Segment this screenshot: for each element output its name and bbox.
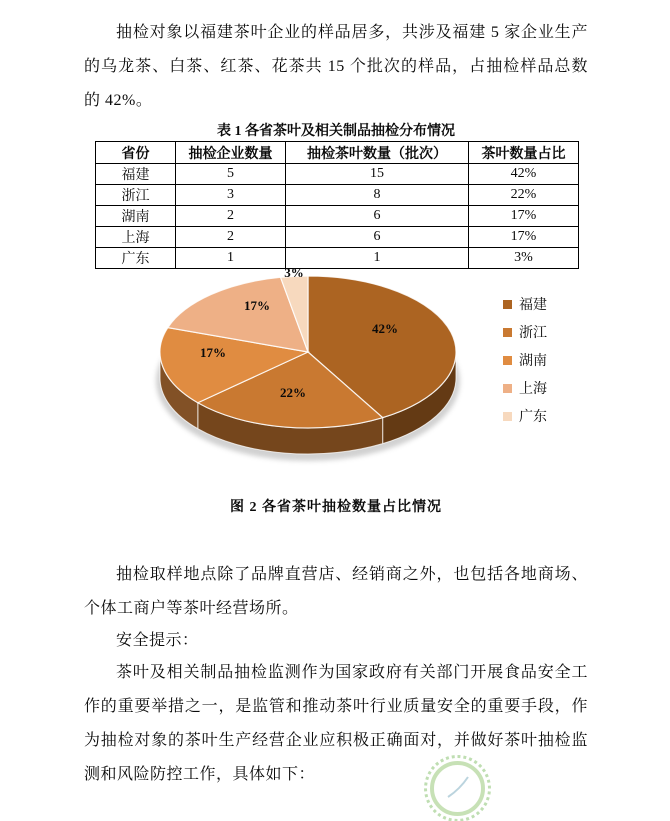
table-header-row <box>96 142 579 164</box>
table-cell: 15 <box>286 164 469 185</box>
table-cell: 湖南 <box>96 206 176 227</box>
legend-label: 广东 <box>519 410 547 425</box>
table-cell: 2 <box>176 206 286 227</box>
table-title: 表 1 各省茶叶及相关制品抽检分布情况 <box>217 124 455 139</box>
legend-label: 浙江 <box>519 326 547 341</box>
table-cell: 上海 <box>96 227 176 248</box>
table-cell: 6 <box>286 227 469 248</box>
paragraph-safety-tip-heading: 安全提示： <box>116 632 199 649</box>
legend-item <box>503 346 547 374</box>
table-cell: 17% <box>469 227 579 248</box>
table-cell: 2 <box>176 227 286 248</box>
legend-label: 上海 <box>519 382 547 397</box>
table-cell: 17% <box>469 206 579 227</box>
paragraph-intro: 抽检对象以福建茶叶企业的样品居多，共涉及福建 5 家企业生产的乌龙茶、白茶、红茶、花茶共 15 个批次的样品，占抽检样品总数的 42%。 <box>84 24 588 109</box>
table-header-cell: 省份 <box>96 142 176 164</box>
table-header-cell: 抽检企业数量 <box>176 142 286 164</box>
legend-item <box>503 374 547 402</box>
legend-label: 福建 <box>519 298 547 313</box>
legend-marker-icon <box>503 384 512 393</box>
table-cell: 1 <box>176 248 286 269</box>
pie-chart-3d <box>150 255 490 490</box>
legend-label: 湖南 <box>519 354 547 369</box>
table-cell: 5 <box>176 164 286 185</box>
pie-data-label: 17% <box>200 345 226 360</box>
table-cell: 22% <box>469 185 579 206</box>
table-cell: 浙江 <box>96 185 176 206</box>
table-cell: 8 <box>286 185 469 206</box>
table-cell: 42% <box>469 164 579 185</box>
legend-item <box>503 402 547 430</box>
chart-legend <box>503 290 547 430</box>
table-header-cell: 茶叶数量占比 <box>469 142 579 164</box>
table-cell: 3% <box>469 248 579 269</box>
pie-data-label: 42% <box>372 321 398 336</box>
figure-caption: 图 2 各省茶叶抽检数量占比情况 <box>230 500 442 515</box>
table-cell: 1 <box>286 248 469 269</box>
legend-item <box>503 318 547 346</box>
table-cell: 6 <box>286 206 469 227</box>
table-header-cell: 抽检茶叶数量（批次） <box>286 142 469 164</box>
pie-data-label: 22% <box>280 385 306 400</box>
legend-marker-icon <box>503 300 512 309</box>
table-cell: 广东 <box>96 248 176 269</box>
table-row <box>96 227 579 248</box>
table-row <box>96 164 579 185</box>
legend-item <box>503 290 547 318</box>
pie-data-label: 3% <box>284 265 304 280</box>
sampling-distribution-table <box>95 141 579 269</box>
legend-marker-icon <box>503 412 512 421</box>
table-row <box>96 206 579 227</box>
paragraph-safety-tip-body: 茶叶及相关制品抽检监测作为国家政府有关部门开展食品安全工作的重要举措之一，是监管和推动茶叶行业质量安全的重要手段，作为抽检对象的茶叶生产经营企业应积极正确面对，并做好茶叶抽检监测和风险防控工作，具体如下： <box>84 664 588 783</box>
table-cell: 3 <box>176 185 286 206</box>
pie-data-label: 17% <box>244 298 270 313</box>
paragraph-sampling-locations: 抽检取样地点除了品牌直营店、经销商之外，也包括各地商场、个体工商户等茶叶经营场所。 <box>84 566 588 617</box>
legend-marker-icon <box>503 356 512 365</box>
table-cell: 福建 <box>96 164 176 185</box>
table-row <box>96 185 579 206</box>
legend-marker-icon <box>503 328 512 337</box>
